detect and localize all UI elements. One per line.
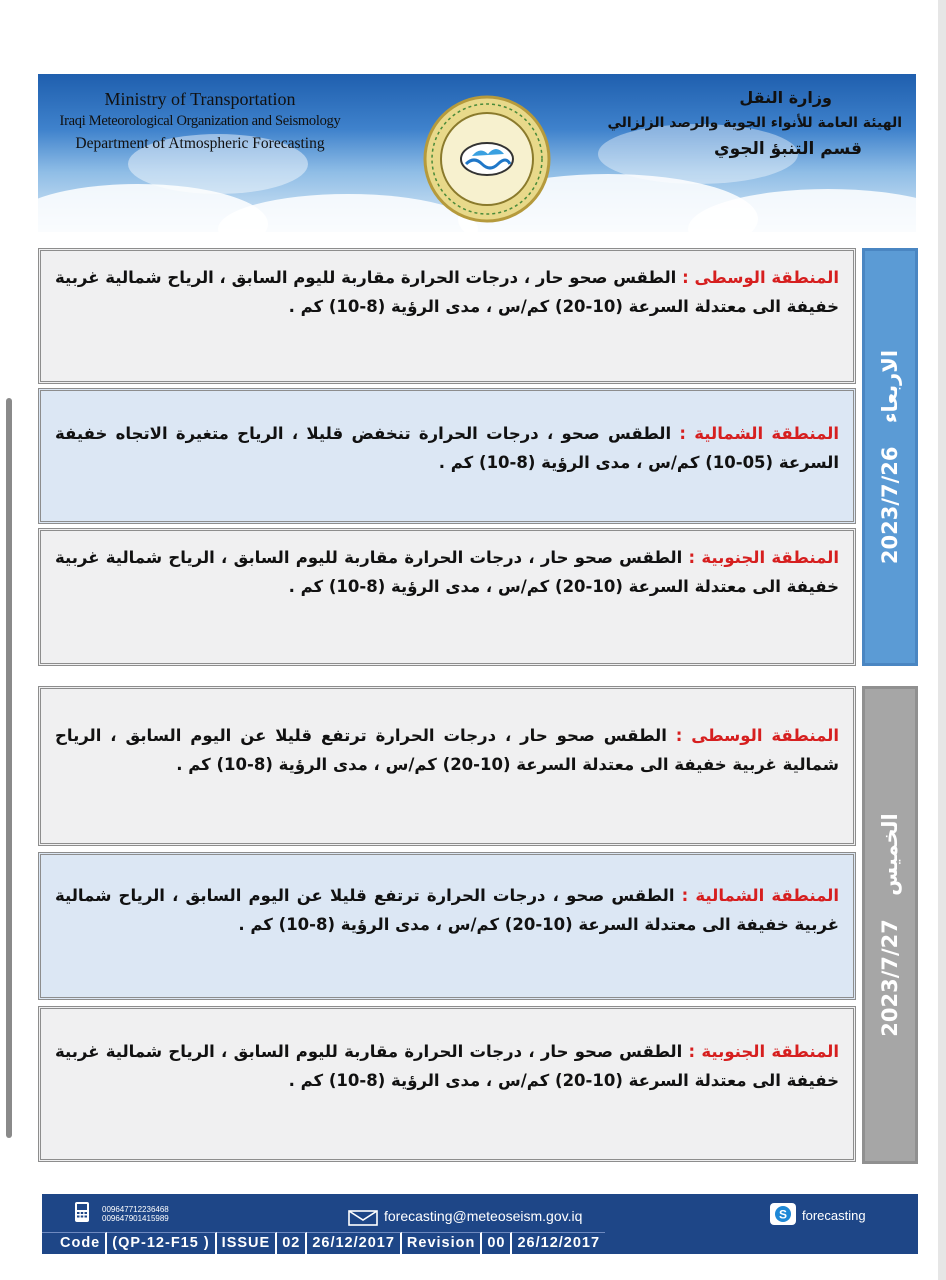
skype-handle[interactable]: forecasting bbox=[802, 1208, 866, 1223]
date-value: 2023/7/27 bbox=[878, 919, 902, 1037]
phone-number-2: 009647901415989 bbox=[102, 1214, 169, 1223]
code-label: Code bbox=[42, 1232, 107, 1254]
region-name: المنطقة الشمالية : bbox=[681, 886, 839, 905]
english-title-block bbox=[50, 88, 350, 156]
issue-number: 02 bbox=[277, 1232, 307, 1254]
region-name: المنطقة الجنوبية : bbox=[688, 548, 840, 567]
region-south bbox=[38, 1006, 856, 1162]
region-name: المنطقة الجنوبية : bbox=[688, 1042, 840, 1061]
mail-icon bbox=[348, 1210, 378, 1226]
department-name-en: Department of Atmospheric Forecasting bbox=[75, 135, 325, 152]
date-strip bbox=[862, 248, 918, 666]
day-name: الخميس bbox=[878, 813, 902, 896]
region-south bbox=[38, 528, 856, 666]
document-code-row bbox=[42, 1232, 918, 1254]
header-banner bbox=[38, 74, 916, 232]
day-forecast-2 bbox=[38, 686, 918, 1164]
ministry-name-ar: وزارة النقل bbox=[739, 88, 832, 107]
svg-text:S: S bbox=[778, 1207, 788, 1222]
footer-bar bbox=[42, 1194, 918, 1254]
region-forecast-text: الطقس صحو حار ، درجات الحرارة مقاربة لليوم السابق ، الرياح شمالية غربية خفيفة الى معتدلة السرعة (10-20) كم/س ، مدى الرؤية (8-10) كم . bbox=[55, 268, 839, 316]
date-value: 2023/7/26 bbox=[878, 446, 902, 565]
phone-icon bbox=[74, 1201, 90, 1223]
date-strip bbox=[862, 686, 918, 1164]
skype-icon bbox=[769, 1202, 797, 1226]
region-north bbox=[38, 852, 856, 1000]
issue-label: ISSUE bbox=[217, 1232, 278, 1254]
phone-number-1: 009647712236468 bbox=[102, 1205, 169, 1214]
scrollbar[interactable] bbox=[6, 398, 12, 1138]
issue-date: 26/12/2017 bbox=[307, 1232, 402, 1254]
region-central bbox=[38, 686, 856, 846]
code-value: (QP-12-F15 ) bbox=[107, 1232, 216, 1254]
region-forecast-text: الطقس صحو حار ، درجات الحرارة ترتفع قليلا عن اليوم السابق ، الرياح شمالية غربية خفيفة الى معتدلة السرعة (10-20) كم/س ، مدى الرؤية (8-10) كم . bbox=[55, 726, 839, 774]
organization-name-ar: الهيئة العامة للأنواء الجوية والرصد الزلزالي bbox=[607, 115, 902, 131]
contact-email[interactable]: forecasting@meteoseism.gov.iq bbox=[384, 1208, 583, 1224]
revision-date: 26/12/2017 bbox=[512, 1232, 605, 1254]
revision-number: 00 bbox=[482, 1232, 512, 1254]
region-name: المنطقة الوسطى : bbox=[682, 268, 839, 287]
revision-label: Revision bbox=[402, 1232, 482, 1254]
day-forecast-1 bbox=[38, 248, 918, 666]
region-central bbox=[38, 248, 856, 384]
ministry-name-en: Ministry of Transportation bbox=[104, 89, 296, 109]
day-name: الاربعاء bbox=[878, 349, 902, 424]
region-name: المنطقة الوسطى : bbox=[675, 726, 839, 745]
arabic-title-block bbox=[602, 86, 902, 162]
region-forecast-text: الطقس صحو ، درجات الحرارة تنخفض قليلا ، الرياح متغيرة الاتجاه خفيفة السرعة (05-10) كم/س ، مدى الرؤية (8-10) كم . bbox=[55, 424, 839, 472]
region-forecast-text: الطقس صحو حار ، درجات الحرارة مقاربة لليوم السابق ، الرياح شمالية غربية خفيفة الى معتدلة السرعة (10-20) كم/س ، مدى الرؤية (8-10) كم . bbox=[55, 1042, 839, 1090]
region-name: المنطقة الشمالية : bbox=[679, 424, 840, 443]
organization-name-en: Iraqi Meteorological Organization and Seismology bbox=[59, 113, 341, 129]
department-name-ar: قسم التنبؤ الجوي bbox=[714, 139, 862, 159]
page-edge bbox=[938, 0, 946, 1280]
organization-logo bbox=[422, 94, 552, 224]
region-forecast-text: الطقس صحو ، درجات الحرارة ترتفع قليلا عن اليوم السابق ، الرياح شمالية غربية خفيفة الى معتدلة السرعة (10-20) كم/س ، مدى الرؤية (8-10) كم . bbox=[55, 886, 839, 934]
region-north bbox=[38, 388, 856, 524]
region-forecast-text: الطقس صحو حار ، درجات الحرارة مقاربة لليوم السابق ، الرياح شمالية غربية خفيفة الى معتدلة السرعة (10-20) كم/س ، مدى الرؤية (8-10) كم . bbox=[55, 548, 839, 596]
